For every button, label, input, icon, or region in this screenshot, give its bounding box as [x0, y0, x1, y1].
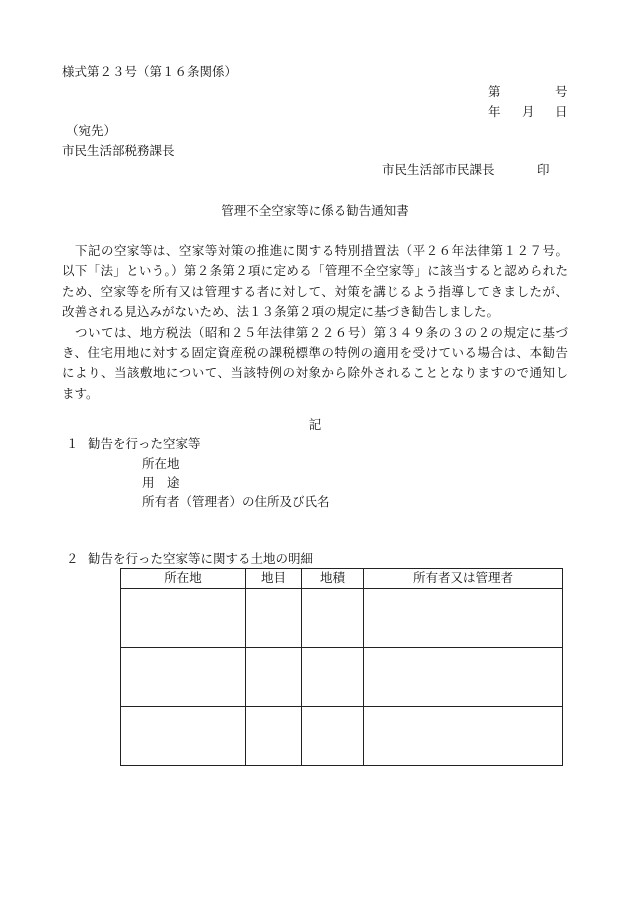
body-line: 改善される見込みがないため、法１３条第２項の規定に基づき勧告しました。 [62, 304, 500, 320]
document-number-label: 第 [488, 84, 501, 99]
section1-heading: 勧告を行った空家等 [88, 436, 201, 451]
table-row [121, 707, 563, 766]
table-cell [121, 707, 246, 766]
column-header-location: 所在地 [121, 569, 246, 589]
section1-use-label: 用 途 [142, 475, 180, 490]
form-number: 様式第２３号（第１６条関係） [62, 64, 238, 79]
body-line: 下記の空家等は、空家等対策の推進に関する特別措置法（平２６年法律第１２７号。 [62, 243, 568, 258]
seal-mark: 印 [537, 162, 550, 177]
column-header-owner: 所有者又は管理者 [364, 569, 563, 589]
sender-name: 市民生活部市民課長 [382, 162, 495, 177]
section2-heading: 勧告を行った空家等に関する土地の明細 [88, 551, 314, 566]
date-day-label: 日 [555, 104, 568, 119]
table-header-row [121, 569, 563, 589]
column-header-area: 地積 [302, 569, 364, 589]
section2-number: ２ [66, 551, 79, 566]
section1-owner-label: 所有者（管理者）の住所及び氏名 [142, 494, 330, 509]
body-line: 以下「法」という。）第２条第２項に定める「管理不全空家等」に該当すると認められた [62, 263, 568, 279]
date-month-label: 月 [522, 104, 535, 119]
body-paragraph [62, 241, 568, 404]
table-cell [364, 589, 563, 648]
addressee-name: 市民生活部税務課長 [62, 143, 175, 158]
column-header-land-category: 地目 [246, 569, 302, 589]
table-cell [364, 648, 563, 707]
table-cell [121, 589, 246, 648]
table-cell [302, 707, 364, 766]
table-cell [364, 707, 563, 766]
addressee-label: （宛先） [66, 123, 117, 138]
date-year-label: 年 [488, 104, 501, 119]
document-title: 管理不全空家等に係る勧告通知書 [221, 203, 409, 218]
body-line: により、当該敷地について、当該特例の対象から除外されることとなりますので通知し [62, 365, 568, 381]
table-cell [121, 648, 246, 707]
table-cell [246, 648, 302, 707]
ki-heading: 記 [308, 417, 322, 432]
body-line: ます。 [62, 385, 99, 401]
land-details-table [120, 568, 563, 766]
table-cell [302, 648, 364, 707]
table-cell [302, 589, 364, 648]
table-row [121, 589, 563, 648]
table-cell [246, 707, 302, 766]
section1-number: １ [66, 436, 79, 451]
section1-location-label: 所在地 [142, 456, 180, 471]
body-line: ため、空家等を所有又は管理する者に対して、対策を講じるよう指導してきましたが、 [62, 283, 568, 299]
table-row [121, 648, 563, 707]
body-line: き、住宅用地に対する固定資産税の課税標準の特例の適用を受けている場合は、本勧告 [62, 344, 568, 360]
body-line: ついては、地方税法（昭和２５年法律第２２６号）第３４９条の３の２の規定に基づ [62, 324, 568, 340]
table-cell [246, 589, 302, 648]
document-number-suffix: 号 [555, 84, 568, 99]
